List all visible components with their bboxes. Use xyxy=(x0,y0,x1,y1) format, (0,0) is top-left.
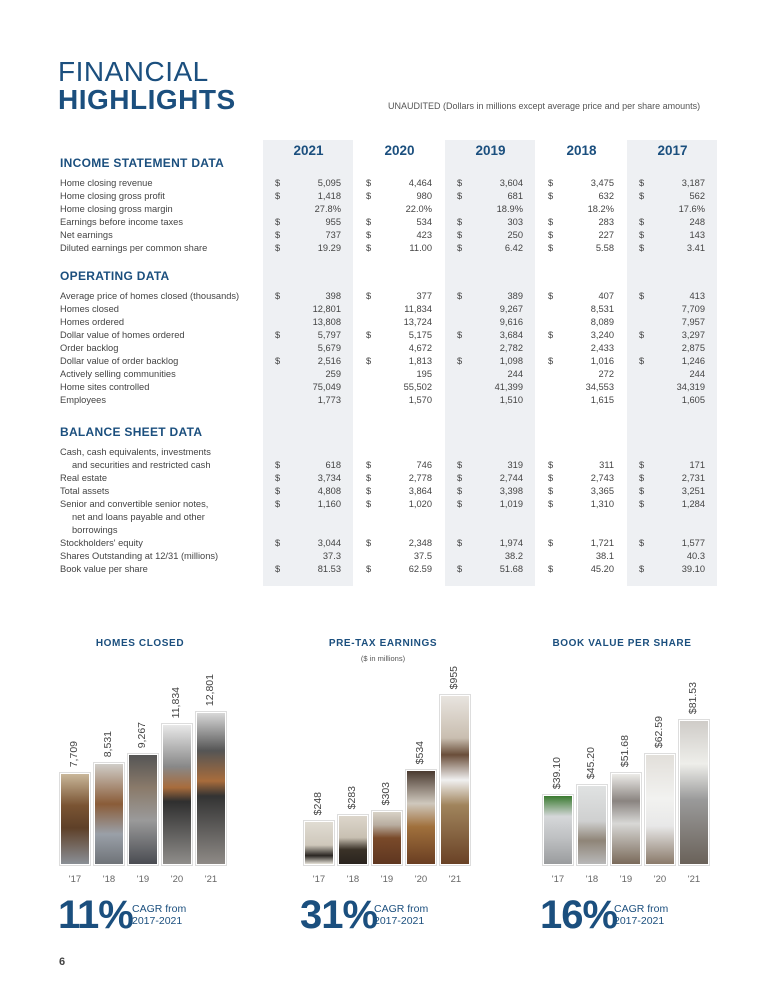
dollar-sign: $ xyxy=(457,356,463,366)
dollar-sign: $ xyxy=(548,564,554,574)
cagr-text xyxy=(614,903,668,927)
chart-bar xyxy=(196,712,226,865)
dollar-sign: $ xyxy=(275,330,281,340)
cell-value: 3,398 xyxy=(499,486,523,496)
dollar-sign: $ xyxy=(457,217,463,227)
bar-data-label: $62.59 xyxy=(653,715,665,748)
dollar-sign: $ xyxy=(548,356,554,366)
cell-value: 5,679 xyxy=(317,343,341,353)
cell-value: 17.6% xyxy=(678,204,705,214)
cell-value: 4,808 xyxy=(317,486,341,496)
section-title: OPERATING DATA xyxy=(60,269,170,283)
dollar-sign: $ xyxy=(366,473,372,483)
cell-value: 3,187 xyxy=(681,178,705,188)
cell-value: 6.42 xyxy=(504,243,523,253)
dollar-sign: $ xyxy=(639,499,645,509)
cell-value: 18.9% xyxy=(496,204,523,214)
cell-value: 319 xyxy=(507,460,523,470)
dollar-sign: $ xyxy=(548,217,554,227)
chart-bar xyxy=(645,754,675,865)
dollar-sign: $ xyxy=(548,230,554,240)
year-header: 2019 xyxy=(475,143,506,158)
cell-value: 40.3 xyxy=(686,551,705,561)
dollar-sign: $ xyxy=(639,291,645,301)
dollar-sign: $ xyxy=(548,178,554,188)
row-label: Homes ordered xyxy=(60,317,125,327)
cell-value: 248 xyxy=(689,217,705,227)
dollar-sign: $ xyxy=(548,191,554,201)
dollar-sign: $ xyxy=(366,356,372,366)
cell-value: 746 xyxy=(416,460,432,470)
cell-value: 1,310 xyxy=(590,499,614,509)
cell-value: 37.5 xyxy=(413,551,432,561)
row-label: Home closing revenue xyxy=(60,178,153,188)
dollar-sign: $ xyxy=(366,291,372,301)
row-label: Order backlog xyxy=(60,343,119,353)
cell-value: 41,399 xyxy=(494,382,523,392)
cell-value: 1,721 xyxy=(590,538,614,548)
chart-bar xyxy=(543,795,573,865)
cell-value: 5,095 xyxy=(317,178,341,188)
dollar-sign: $ xyxy=(548,499,554,509)
cell-value: 7,709 xyxy=(681,304,705,314)
dollar-sign: $ xyxy=(548,538,554,548)
bar-data-label: 12,801 xyxy=(204,673,216,706)
row-label: and securities and restricted cash xyxy=(72,460,211,470)
cell-value: 250 xyxy=(507,230,523,240)
chart-bar xyxy=(338,815,368,865)
cell-value: 9,616 xyxy=(499,317,523,327)
cell-value: 19.29 xyxy=(317,243,341,253)
x-tick-label: '21 xyxy=(687,874,701,885)
dollar-sign: $ xyxy=(639,473,645,483)
cell-value: 3,240 xyxy=(590,330,614,340)
cell-value: 1,418 xyxy=(317,191,341,201)
cagr-text-line: CAGR from xyxy=(614,903,669,915)
dollar-sign: $ xyxy=(548,243,554,253)
row-label: Employees xyxy=(60,395,106,405)
cagr-value: 31% xyxy=(300,893,378,937)
cell-value: 1,246 xyxy=(681,356,705,366)
dollar-sign: $ xyxy=(457,564,463,574)
year-header: 2018 xyxy=(566,143,597,158)
cell-value: 45.20 xyxy=(590,564,614,574)
dollar-sign: $ xyxy=(548,330,554,340)
chart-bar xyxy=(406,770,436,865)
cell-value: 311 xyxy=(599,460,614,470)
row-label: borrowings xyxy=(72,525,118,535)
cell-value: 389 xyxy=(507,291,523,301)
row-label: Total assets xyxy=(60,486,110,496)
cell-value: 2,731 xyxy=(681,473,705,483)
row-label: Earnings before income taxes xyxy=(60,217,183,227)
cell-value: 2,744 xyxy=(499,473,523,483)
row-label: Senior and convertible senior notes, xyxy=(60,499,209,509)
x-tick-label: '19 xyxy=(380,874,394,885)
year-header: 2021 xyxy=(293,143,324,158)
dollar-sign: $ xyxy=(639,564,645,574)
cell-value: 1,160 xyxy=(317,499,341,509)
cell-value: 22.0% xyxy=(405,204,432,214)
cell-value: 562 xyxy=(689,191,705,201)
dollar-sign: $ xyxy=(275,178,281,188)
cell-value: 377 xyxy=(416,291,432,301)
chart-bar xyxy=(372,811,402,865)
row-label: Homes closed xyxy=(60,304,119,314)
x-tick-label: '17 xyxy=(68,874,82,885)
cell-value: 3,475 xyxy=(590,178,614,188)
cell-value: 1,773 xyxy=(317,395,341,405)
row-label: Home closing gross margin xyxy=(60,204,173,214)
cell-value: 2,875 xyxy=(681,343,705,353)
cell-value: 681 xyxy=(507,191,523,201)
cell-value: 8,531 xyxy=(590,304,614,314)
dollar-sign: $ xyxy=(275,243,281,253)
cell-value: 1,813 xyxy=(408,356,432,366)
dollar-sign: $ xyxy=(548,291,554,301)
cell-value: 9,267 xyxy=(499,304,523,314)
cell-value: 1,098 xyxy=(499,356,523,366)
cell-value: 3,684 xyxy=(499,330,523,340)
year-header: 2017 xyxy=(657,143,688,158)
bar-data-label: 9,267 xyxy=(136,721,148,748)
cell-value: 8,089 xyxy=(590,317,614,327)
dollar-sign: $ xyxy=(366,564,372,574)
chart-bar xyxy=(304,821,334,865)
dollar-sign: $ xyxy=(457,230,463,240)
cell-value: 3,044 xyxy=(317,538,341,548)
dollar-sign: $ xyxy=(548,473,554,483)
cell-value: 1,974 xyxy=(499,538,523,548)
dollar-sign: $ xyxy=(639,230,645,240)
cell-value: 632 xyxy=(598,191,614,201)
dollar-sign: $ xyxy=(275,473,281,483)
section-title: BALANCE SHEET DATA xyxy=(60,425,203,439)
row-label: Shares Outstanding at 12/31 (millions) xyxy=(60,551,219,561)
cell-value: 2,743 xyxy=(590,473,614,483)
dollar-sign: $ xyxy=(548,460,554,470)
cell-value: 423 xyxy=(416,230,432,240)
cagr-text-line: 2017-2021 xyxy=(132,915,183,927)
cell-value: 737 xyxy=(325,230,341,240)
x-tick-label: '19 xyxy=(619,874,633,885)
chart-title: PRE-TAX EARNINGS xyxy=(328,638,438,649)
cell-value: 38.1 xyxy=(595,551,614,561)
row-label: Real estate xyxy=(60,473,108,483)
bar-data-label: 7,709 xyxy=(68,740,80,767)
dollar-sign: $ xyxy=(275,564,281,574)
chart-bar xyxy=(60,773,90,865)
cell-value: 11,834 xyxy=(404,304,432,314)
bar-data-label: $81.53 xyxy=(687,681,699,714)
dollar-sign: $ xyxy=(366,191,372,201)
dollar-sign: $ xyxy=(366,460,372,470)
chart-bar xyxy=(94,763,124,865)
row-label: Average price of homes closed (thousands) xyxy=(60,291,240,301)
year-header: 2020 xyxy=(384,143,415,158)
cell-value: 272 xyxy=(598,369,614,379)
cell-value: 4,464 xyxy=(408,178,432,188)
cell-value: 81.53 xyxy=(317,564,341,574)
cagr-text xyxy=(132,903,186,927)
cell-value: 1,570 xyxy=(408,395,432,405)
cell-value: 1,020 xyxy=(408,499,432,509)
cell-value: 1,615 xyxy=(590,395,614,405)
cell-value: 34,319 xyxy=(676,382,705,392)
dollar-sign: $ xyxy=(275,191,281,201)
cell-value: 5,797 xyxy=(317,330,341,340)
row-label: Dollar value of homes ordered xyxy=(60,330,185,340)
cell-value: 413 xyxy=(689,291,705,301)
section-title: INCOME STATEMENT DATA xyxy=(60,156,225,170)
cell-value: 38.2 xyxy=(504,551,523,561)
dollar-sign: $ xyxy=(548,486,554,496)
dollar-sign: $ xyxy=(275,230,281,240)
chart-bar xyxy=(611,773,641,865)
dollar-sign: $ xyxy=(366,243,372,253)
dollar-sign: $ xyxy=(457,291,463,301)
bar-data-label: $45.20 xyxy=(585,746,597,779)
dollar-sign: $ xyxy=(639,243,645,253)
x-tick-label: '18 xyxy=(102,874,116,885)
dollar-sign: $ xyxy=(457,243,463,253)
row-label: Net earnings xyxy=(60,230,113,240)
cell-value: 1,019 xyxy=(499,499,523,509)
row-label: Dollar value of order backlog xyxy=(60,356,179,366)
row-label: Diluted earnings per common share xyxy=(60,243,208,253)
dollar-sign: $ xyxy=(639,486,645,496)
title-line-1: FINANCIAL xyxy=(58,56,209,87)
cell-value: 980 xyxy=(416,191,432,201)
dollar-sign: $ xyxy=(457,499,463,509)
cell-value: 51.68 xyxy=(499,564,523,574)
cell-value: 407 xyxy=(598,291,614,301)
page-number: 6 xyxy=(59,956,66,968)
cell-value: 34,553 xyxy=(585,382,614,392)
dollar-sign: $ xyxy=(457,460,463,470)
cell-value: 227 xyxy=(598,230,614,240)
chart-bar xyxy=(128,754,158,865)
cell-value: 283 xyxy=(598,217,614,227)
dollar-sign: $ xyxy=(366,230,372,240)
cagr-text-line: 2017-2021 xyxy=(614,915,665,927)
cell-value: 11.00 xyxy=(409,243,432,253)
dollar-sign: $ xyxy=(366,499,372,509)
bar-data-label: $51.68 xyxy=(619,734,631,767)
cell-value: 1,510 xyxy=(499,395,523,405)
cell-value: 171 xyxy=(689,460,705,470)
bar-data-label: $248 xyxy=(312,791,324,815)
cell-value: 1,284 xyxy=(681,499,705,509)
x-tick-label: '20 xyxy=(170,874,184,885)
cell-value: 2,778 xyxy=(408,473,432,483)
title-line-2: HIGHLIGHTS xyxy=(58,84,236,115)
cell-value: 37.3 xyxy=(322,551,341,561)
cell-value: 3,251 xyxy=(681,486,705,496)
row-label: Stockholders' equity xyxy=(60,538,143,548)
cell-value: 2,516 xyxy=(317,356,341,366)
cell-value: 2,782 xyxy=(499,343,523,353)
dollar-sign: $ xyxy=(275,291,281,301)
cagr-value: 16% xyxy=(540,893,618,937)
cell-value: 3,365 xyxy=(590,486,614,496)
chart-subtitle: ($ in millions) xyxy=(360,654,406,663)
dollar-sign: $ xyxy=(457,538,463,548)
row-label: Home closing gross profit xyxy=(60,191,165,201)
cell-value: 3.41 xyxy=(686,243,705,253)
cell-value: 1,577 xyxy=(681,538,705,548)
x-tick-label: '17 xyxy=(551,874,565,885)
dollar-sign: $ xyxy=(639,538,645,548)
x-tick-label: '20 xyxy=(653,874,667,885)
cagr-text xyxy=(374,903,428,927)
dollar-sign: $ xyxy=(275,486,281,496)
cell-value: 7,957 xyxy=(681,317,705,327)
dollar-sign: $ xyxy=(639,191,645,201)
cell-value: 618 xyxy=(325,460,341,470)
dollar-sign: $ xyxy=(639,460,645,470)
dollar-sign: $ xyxy=(366,330,372,340)
bar-data-label: $303 xyxy=(380,781,392,805)
dollar-sign: $ xyxy=(457,191,463,201)
cell-value: 4,672 xyxy=(408,343,432,353)
cell-value: 955 xyxy=(325,217,341,227)
cell-value: 2,348 xyxy=(408,538,432,548)
row-label: Actively selling communities xyxy=(60,369,176,379)
cagr-value: 11% xyxy=(58,893,133,937)
dollar-sign: $ xyxy=(457,178,463,188)
cagr-text-line: CAGR from xyxy=(374,903,429,915)
cell-value: 1,605 xyxy=(681,395,705,405)
dollar-sign: $ xyxy=(366,538,372,548)
dollar-sign: $ xyxy=(457,486,463,496)
dollar-sign: $ xyxy=(275,356,281,366)
row-label: Cash, cash equivalents, investments xyxy=(60,447,211,457)
x-tick-label: '18 xyxy=(585,874,599,885)
dollar-sign: $ xyxy=(457,473,463,483)
chart-bar xyxy=(577,785,607,865)
cell-value: 75,049 xyxy=(312,382,341,392)
bar-data-label: $39.10 xyxy=(551,756,563,789)
dollar-sign: $ xyxy=(275,217,281,227)
dollar-sign: $ xyxy=(275,538,281,548)
chart-bar xyxy=(162,724,192,865)
cell-value: 259 xyxy=(325,369,341,379)
cell-value: 534 xyxy=(416,217,432,227)
bar-data-label: 11,834 xyxy=(170,686,182,718)
dollar-sign: $ xyxy=(639,356,645,366)
chart-title: BOOK VALUE PER SHARE xyxy=(552,638,692,649)
cell-value: 244 xyxy=(507,369,523,379)
cagr-text-line: 2017-2021 xyxy=(374,915,425,927)
chart-bar xyxy=(440,695,470,865)
unaudited-note: UNAUDITED (Dollars in millions except average price and per share amounts) xyxy=(388,101,701,111)
cell-value: 143 xyxy=(689,230,705,240)
chart-title: HOMES CLOSED xyxy=(95,638,185,649)
dollar-sign: $ xyxy=(275,499,281,509)
cell-value: 39.10 xyxy=(681,564,705,574)
cagr-text-line: CAGR from xyxy=(132,903,187,915)
cell-value: 398 xyxy=(325,291,341,301)
x-tick-label: '17 xyxy=(312,874,326,885)
row-label: net and loans payable and other xyxy=(72,512,205,522)
x-tick-label: '21 xyxy=(204,874,218,885)
cell-value: 3,604 xyxy=(499,178,523,188)
x-tick-label: '21 xyxy=(448,874,462,885)
cell-value: 62.59 xyxy=(408,564,432,574)
cell-value: 3,734 xyxy=(317,473,341,483)
cell-value: 3,864 xyxy=(408,486,432,496)
bar-data-label: $283 xyxy=(346,785,358,809)
cell-value: 5.58 xyxy=(595,243,614,253)
x-tick-label: '19 xyxy=(136,874,150,885)
cell-value: 13,724 xyxy=(403,317,432,327)
x-tick-label: '20 xyxy=(414,874,428,885)
cell-value: 13,808 xyxy=(312,317,341,327)
chart-bar xyxy=(679,720,709,865)
dollar-sign: $ xyxy=(457,330,463,340)
cell-value: 1,016 xyxy=(590,356,614,366)
cell-value: 2,433 xyxy=(590,343,614,353)
row-label: Home sites controlled xyxy=(60,382,150,392)
dollar-sign: $ xyxy=(366,486,372,496)
dollar-sign: $ xyxy=(366,178,372,188)
cell-value: 12,801 xyxy=(312,304,341,314)
cell-value: 18.2% xyxy=(587,204,614,214)
cell-value: 27.8% xyxy=(314,204,341,214)
row-label: Book value per share xyxy=(60,564,148,574)
cell-value: 5,175 xyxy=(408,330,432,340)
cell-value: 195 xyxy=(416,369,432,379)
dollar-sign: $ xyxy=(275,460,281,470)
x-tick-label: '18 xyxy=(346,874,360,885)
bar-data-label: $534 xyxy=(414,740,426,764)
dollar-sign: $ xyxy=(366,217,372,227)
cell-value: 55,502 xyxy=(403,382,432,392)
cell-value: 303 xyxy=(507,217,523,227)
dollar-sign: $ xyxy=(639,330,645,340)
bar-data-label: $955 xyxy=(448,665,460,689)
dollar-sign: $ xyxy=(639,178,645,188)
dollar-sign: $ xyxy=(639,217,645,227)
cell-value: 244 xyxy=(689,369,705,379)
bar-data-label: 8,531 xyxy=(102,730,114,757)
cell-value: 3,297 xyxy=(681,330,705,340)
